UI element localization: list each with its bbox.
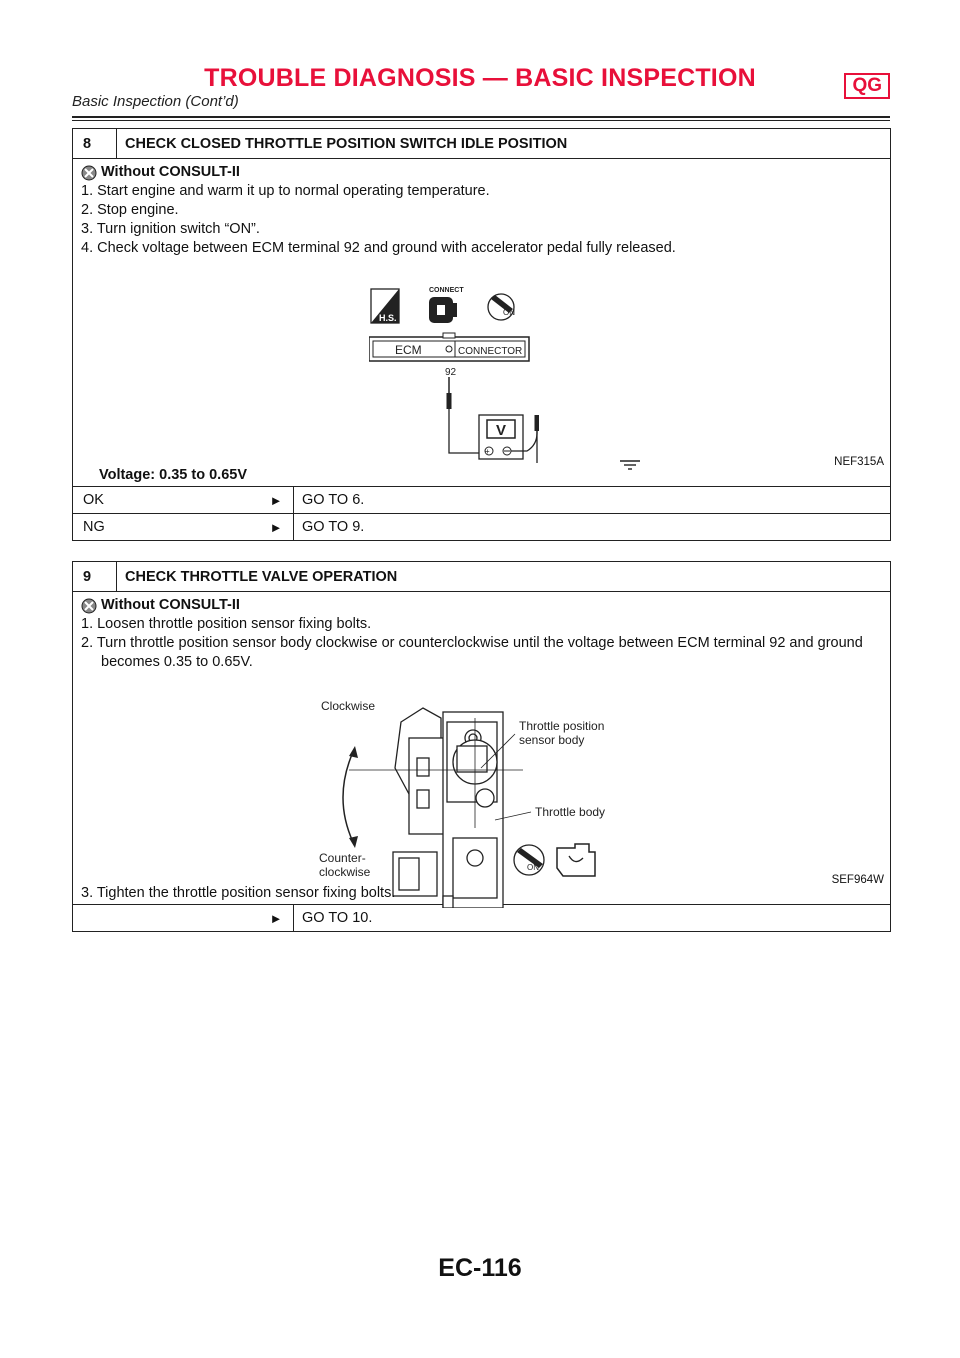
step-8-line-2: 2. Stop engine. [81,202,179,218]
svg-text:Counter-: Counter- [319,851,366,865]
step-9-line-4: 3. Tighten the throttle position sensor fixing bolts. [81,885,396,901]
header-rule [72,116,890,121]
hs-tool-icon [371,289,399,323]
step-8-subhead: Without CONSULT-II [81,163,882,182]
terminal-label: 92 [445,367,457,378]
step-9-box [72,561,891,932]
no-consult-icon [81,165,97,181]
throttle-assembly [393,708,503,908]
ground-symbol [618,459,642,473]
svg-text:H.S.: H.S. [379,313,397,323]
figure-id-sef964w: SEF964W [831,874,884,886]
voltage-check-diagram [369,285,539,475]
step-9-body [73,592,890,904]
step-9-line-2: 2. Turn throttle position sensor body clockwise or counterclockwise until the voltage between ECM terminal 92 and ground [81,635,863,651]
engine-icon [557,844,595,876]
svg-text:CONNECT: CONNECT [429,287,464,294]
step-8-body [73,159,890,486]
result-row-next: ► GO TO 10. [73,904,890,931]
engine-badge: QG [844,73,890,99]
svg-text:CONNECTOR: CONNECTOR [458,346,523,357]
connect-icon [429,287,464,323]
result-row-ok: OK ► GO TO 6. [73,486,890,513]
step-9-header [73,562,890,592]
ignition-on-icon [514,845,544,875]
page-title: TROUBLE DIAGNOSIS — BASIC INSPECTION [204,64,756,92]
step-9-line-1: 1. Loosen throttle position sensor fixing bolts. [81,616,372,632]
throttle-body-diagram [313,698,713,908]
step-9-number: 9 [73,562,117,591]
step-8-line-4: 4. Check voltage between ECM terminal 92 and ground with accelerator pedal fully released. [81,240,676,256]
svg-text:V: V [496,422,507,439]
no-consult-icon [81,598,97,614]
svg-text:ON: ON [503,308,515,317]
svg-text:clockwise: clockwise [319,865,371,879]
result-row-ng: NG ► GO TO 9. [73,513,890,540]
figure-id-nef315a: NEF315A [834,456,884,468]
step-9-subhead: Without CONSULT-II [81,596,882,615]
svg-text:ON: ON [527,863,539,872]
svg-text:Clockwise: Clockwise [321,699,376,713]
step-8-line-3: 3. Turn ignition switch “ON”. [81,221,260,237]
svg-text:Throttle position: Throttle position [519,719,605,733]
page-subtitle: Basic Inspection (Cont’d) [72,93,239,110]
step-9-title: CHECK THROTTLE VALVE OPERATION [125,568,398,585]
page-number: EC-116 [438,1254,522,1282]
step-8-number: 8 [73,129,117,158]
step-9-line-3: becomes 0.35 to 0.65V. [101,654,253,670]
step-8-box [72,128,891,541]
ignition-on-icon [488,294,515,320]
arrow-right-icon: ► [269,910,283,926]
voltmeter [479,415,523,459]
step-8-line-1: 1. Start engine and warm it up to normal operating temperature. [81,183,490,199]
arrow-right-icon: ► [269,519,283,535]
step-8-header [73,129,890,159]
svg-text:+: + [485,447,490,456]
svg-text:sensor body: sensor body [519,733,585,747]
svg-text:ECM: ECM [395,343,422,357]
ecm-connector [369,333,529,361]
svg-text:Throttle body: Throttle body [535,805,606,819]
arrow-right-icon: ► [269,492,283,508]
voltage-spec: Voltage: 0.35 to 0.65V [99,467,248,483]
step-8-title: CHECK CLOSED THROTTLE POSITION SWITCH IDLE POSITION [125,135,568,152]
